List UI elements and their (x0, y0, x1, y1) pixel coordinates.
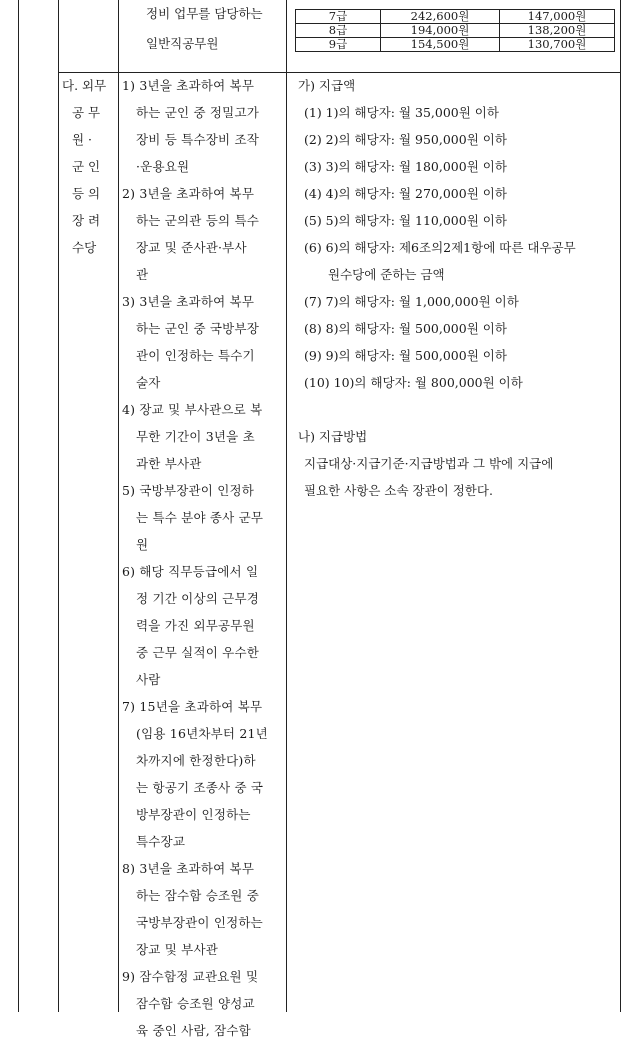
left-border-line (18, 0, 19, 1012)
rate-row (296, 38, 615, 52)
rate-row (296, 24, 615, 38)
rate-table (295, 9, 615, 52)
grade-cell: 8급 (296, 24, 381, 38)
method-line: 지급대상·지급기준·지급방법과 그 밖에 지급에 (304, 456, 554, 471)
amount-line: (7) 7)의 해당자: 월 1,000,000원 이하 (304, 294, 519, 309)
grade-cell: 7급 (296, 10, 381, 24)
eligibility-line: 육 중인 사람, 잠수함 (136, 1023, 251, 1038)
eligibility-line: 9) 잠수함정 교관요원 및 (122, 969, 259, 984)
amount-line: (6) 6)의 해당자: 제6조의2제1항에 따른 대우공무 (304, 240, 576, 255)
amount-line: (4) 4)의 해당자: 월 270,000원 이하 (304, 186, 507, 201)
grade-cell: 9급 (296, 38, 381, 52)
right-border-line (620, 0, 621, 1012)
eligibility-line: (임용 16년차부터 21년 (136, 726, 268, 741)
eligibility-line: 하는 군인 중 정밀고가 (136, 105, 259, 120)
rate-cell: 242,600원 (381, 10, 500, 24)
amount-line: (3) 3)의 해당자: 월 180,000원 이하 (304, 159, 507, 174)
eligibility-line: 7) 15년을 초과하여 복무 (122, 699, 263, 714)
amount-heading: 가) 지급액 (298, 78, 356, 93)
eligibility-line: 중 근무 실적이 우수한 (136, 645, 259, 660)
eligibility-line: 5) 국방부장관이 인정하 (122, 483, 255, 498)
eligibility-line: 술자 (136, 375, 161, 390)
section-title-line: 군 인 (72, 159, 101, 174)
eligibility-line: 하는 잠수함 승조원 중 (136, 888, 259, 903)
eligibility-line: 무한 기간이 3년을 초 (136, 429, 255, 444)
section-title-line: 수당 (72, 240, 97, 255)
eligibility-line: 원 (136, 537, 149, 552)
amount-line: (2) 2)의 해당자: 월 950,000원 이하 (304, 132, 507, 147)
eligibility-line: 장교 및 부사관 (136, 942, 218, 957)
eligibility-line: 특수장교 (136, 834, 186, 849)
eligibility-line: 과한 부사관 (136, 456, 202, 471)
eligibility-line: 차까지에 한정한다)하 (136, 753, 256, 768)
column-divider-1 (58, 0, 59, 1012)
top-desc-line-2: 일반직공무원 (146, 36, 219, 51)
amount-line: (5) 5)의 해당자: 월 110,000원 이하 (304, 213, 507, 228)
rate-cell: 194,000원 (381, 24, 500, 38)
eligibility-line: 관 (136, 267, 149, 282)
eligibility-line: 장교 및 준사관·부사 (136, 240, 247, 255)
section-title-line: 다. 외무 (62, 78, 107, 93)
eligibility-line: 2) 3년을 초과하여 복무 (122, 186, 255, 201)
eligibility-line: 8) 3년을 초과하여 복무 (122, 861, 255, 876)
section-title-line: 장 려 (72, 213, 101, 228)
column-divider-3 (286, 0, 287, 1012)
eligibility-line: 4) 장교 및 부사관으로 복 (122, 402, 263, 417)
eligibility-line: 력을 가진 외무공무원 (136, 618, 255, 633)
eligibility-list (122, 72, 282, 1044)
section-title-line: 공 무 (72, 105, 101, 120)
amount-line: (8) 8)의 해당자: 월 500,000원 이하 (304, 321, 507, 336)
eligibility-line: 관이 인정하는 특수기 (136, 348, 255, 363)
eligibility-line: 는 항공기 조종사 중 국 (136, 780, 264, 795)
eligibility-line: 정 기간 이상의 근무경 (136, 591, 259, 606)
section-title-line: 등 의 (72, 186, 101, 201)
column-divider-2 (118, 0, 119, 1012)
eligibility-line: 3) 3년을 초과하여 복무 (122, 294, 255, 309)
eligibility-line: 장비 등 특수장비 조작 (136, 132, 259, 147)
eligibility-line: 하는 군인 중 국방부장 (136, 321, 259, 336)
rate-row (296, 10, 615, 24)
rate-cell: 130,700원 (500, 38, 615, 52)
method-line: 필요한 사항은 소속 장관이 정한다. (304, 483, 493, 498)
payment-details (298, 72, 616, 504)
eligibility-line: 국방부장관이 인정하는 (136, 915, 263, 930)
eligibility-line: 하는 군의관 등의 특수 (136, 213, 259, 228)
eligibility-line: 사람 (136, 672, 161, 687)
eligibility-line: 1) 3년을 초과하여 복무 (122, 78, 255, 93)
section-title-line: 원 · (72, 132, 93, 147)
eligibility-line: ·운용요원 (136, 159, 190, 174)
spacer (298, 396, 616, 423)
eligibility-line: 는 특수 분야 종사 군무 (136, 510, 264, 525)
rate-cell: 138,200원 (500, 24, 615, 38)
rate-cell: 154,500원 (381, 38, 500, 52)
top-desc-line-1: 정비 업무를 담당하는 (146, 6, 263, 21)
rate-cell: 147,000원 (500, 10, 615, 24)
method-heading: 나) 지급방법 (298, 429, 368, 444)
amount-line: (10) 10)의 해당자: 월 800,000원 이하 (304, 375, 523, 390)
eligibility-line: 잠수함 승조원 양성교 (136, 996, 255, 1011)
amount-line: 원수당에 준하는 금액 (328, 267, 445, 282)
eligibility-line: 6) 해당 직무등급에서 일 (122, 564, 259, 579)
amount-line: (1) 1)의 해당자: 월 35,000원 이하 (304, 105, 499, 120)
amount-line: (9) 9)의 해당자: 월 500,000원 이하 (304, 348, 507, 363)
eligibility-line: 방부장관이 인정하는 (136, 807, 251, 822)
